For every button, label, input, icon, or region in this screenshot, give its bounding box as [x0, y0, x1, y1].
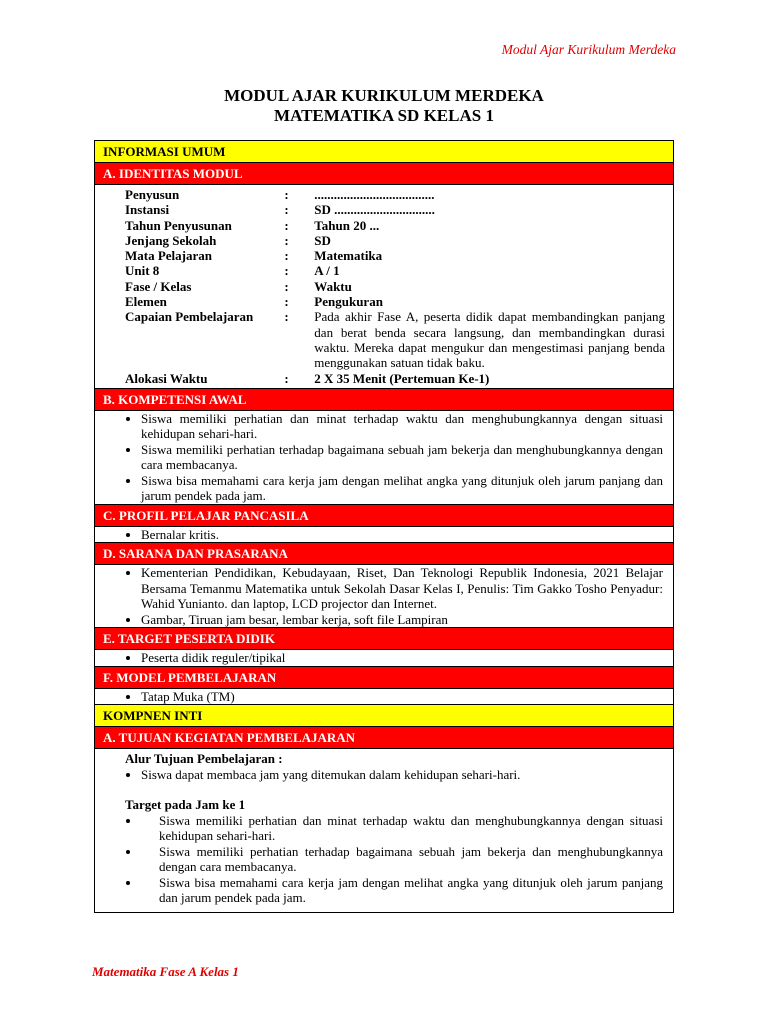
page-header: Modul Ajar Kurikulum Merdeka [501, 42, 676, 57]
identitas-label: Alokasi Waktu [125, 370, 208, 386]
model-list-cell [95, 689, 673, 706]
identitas-label: Jenjang Sekolah [125, 232, 217, 248]
tujuan-content [95, 749, 673, 912]
identitas-colon: : [284, 217, 289, 233]
section-tujuan-kegiatan: A. TUJUAN KEGIATAN PEMBELAJARAN [95, 727, 673, 749]
list-item: • Siswa bisa memahami cara kerja jam dengan melihat angka yang ditunjuk oleh jarum panjang dan jarum pendek pada jam. [141, 473, 663, 504]
alur-list [125, 767, 663, 783]
list-item: • Tatap Muka (TM) [141, 689, 663, 705]
identitas-colon: : [284, 263, 289, 279]
section-sarana-prasarana: D. SARANA DAN PRASARANA [95, 543, 673, 565]
target-jam-label: Target pada Jam ke 1 [125, 797, 246, 813]
title-line-2: MATEMATIKA SD KELAS 1 [274, 106, 494, 125]
title-line-1: MODUL AJAR KURIKULUM MERDEKA [224, 86, 544, 105]
identitas-value: SD ............................... [314, 202, 435, 218]
identitas-row [125, 263, 665, 278]
alur-label: Alur Tujuan Pembelajaran : [125, 751, 283, 767]
profil-list-cell [95, 527, 673, 544]
target-list [95, 650, 673, 666]
profil-list [95, 527, 673, 543]
identitas-label: Penyusun [125, 187, 180, 202]
identitas-colon: : [284, 278, 289, 294]
identitas-value: Waktu [314, 278, 352, 294]
sarana-list [95, 565, 673, 627]
list-item: • Siswa memiliki perhatian dan minat terhadap waktu dan menghubungkannya dengan situasi kehidupan sehari-hari. [141, 411, 663, 442]
list-item: • Siswa memiliki perhatian terhadap bagaimana sebuah jam bekerja dan menghubungkannya dengan cara membacanya. [141, 844, 663, 875]
target-jam-list [125, 813, 663, 906]
kompetensi-list [95, 411, 673, 504]
identitas-value: Pengukuran [314, 294, 383, 310]
list-item: • Kementerian Pendidikan, Kebudayaan, Riset, Dan Teknologi Republik Indonesia, 2021 Belajar Bersama Temanmu Matematika untuk Sekolah Dasar Kelas I, Penulis: Tim Gakko Tosho Penyadur: Wahid Yunianto. dan laptop, LCD projector dan Internet. [141, 565, 663, 612]
identitas-value: SD [314, 232, 331, 248]
identitas-value: Tahun 20 ... [314, 217, 380, 233]
section-profil-pancasila: C. PROFIL PELAJAR PANCASILA [95, 505, 673, 527]
list-item: • Bernalar kritis. [141, 527, 663, 543]
identitas-row [125, 202, 665, 217]
identitas-colon: : [284, 309, 289, 325]
identitas-row [125, 294, 665, 309]
model-list [95, 689, 673, 705]
section-informasi-umum: INFORMASI UMUM [95, 141, 673, 163]
identitas-row [125, 371, 665, 386]
identitas-list [95, 185, 673, 389]
identitas-row [125, 309, 665, 370]
section-kompetensi-awal: B. KOMPETENSI AWAL [95, 389, 673, 411]
section-model-pembelajaran: F. MODEL PEMBELAJARAN [95, 667, 673, 689]
identitas-colon: : [284, 202, 289, 218]
identitas-label: Tahun Penyusunan [125, 217, 232, 233]
identitas-label: Elemen [125, 294, 167, 310]
identitas-row [125, 233, 665, 248]
list-item: • Peserta didik reguler/tipikal [141, 650, 663, 666]
list-item: • Gambar, Tiruan jam besar, lembar kerja, soft file Lampiran [141, 612, 663, 628]
list-item: • Siswa memiliki perhatian terhadap bagaimana sebuah jam bekerja dan menghubungkannya dengan cara membacanya. [141, 442, 663, 473]
list-item: • Siswa bisa memahami cara kerja jam dengan melihat angka yang ditunjuk oleh jarum panjang dan jarum pendek pada jam. [141, 875, 663, 906]
identitas-row [125, 187, 665, 202]
section-target-peserta: E. TARGET PESERTA DIDIK [95, 628, 673, 650]
page-footer: Matematika Fase A Kelas 1 [92, 964, 239, 979]
identitas-label: Mata Pelajaran [125, 248, 213, 264]
identitas-value: Pada akhir Fase A, peserta didik dapat membandingkan panjang dan berat benda secara langsung, dan membandingkan durasi waktu. Mereka dapat mengukur dan mengestimasi panjang benda menggunakan satuan tidak baku. [314, 309, 665, 371]
kompetensi-list-cell [95, 411, 673, 505]
identitas-label: Fase / Kelas [125, 278, 192, 294]
identitas-label: Unit 8 [125, 263, 160, 279]
identitas-label: Instansi [125, 202, 170, 218]
identitas-value: Matematika [314, 248, 383, 264]
list-item: • Siswa memiliki perhatian dan minat terhadap waktu dan menghubungkannya dengan situasi kehidupan sehari-hari. [141, 813, 663, 844]
identitas-colon: : [284, 294, 289, 310]
section-identitas-modul: A. IDENTITAS MODUL [95, 163, 673, 185]
identitas-label: Capaian Pembelajaran [125, 309, 254, 325]
identitas-row [125, 248, 665, 263]
sarana-list-cell [95, 565, 673, 628]
identitas-colon: : [284, 232, 289, 248]
identitas-value: ..................................... [314, 187, 435, 202]
module-table [94, 140, 674, 913]
identitas-colon: : [284, 370, 289, 386]
target-list-cell [95, 650, 673, 667]
list-item: • Siswa dapat membaca jam yang ditemukan dalam kehidupan sehari-hari. [141, 767, 663, 783]
identitas-value: A / 1 [314, 263, 340, 279]
document-title [0, 86, 768, 126]
identitas-colon: : [284, 248, 289, 264]
identitas-value: 2 X 35 Menit (Pertemuan Ke-1) [314, 370, 490, 386]
identitas-row [125, 279, 665, 294]
section-komponen-inti: KOMPNEN INTI [95, 705, 673, 727]
identitas-row [125, 218, 665, 233]
identitas-colon: : [284, 187, 289, 202]
